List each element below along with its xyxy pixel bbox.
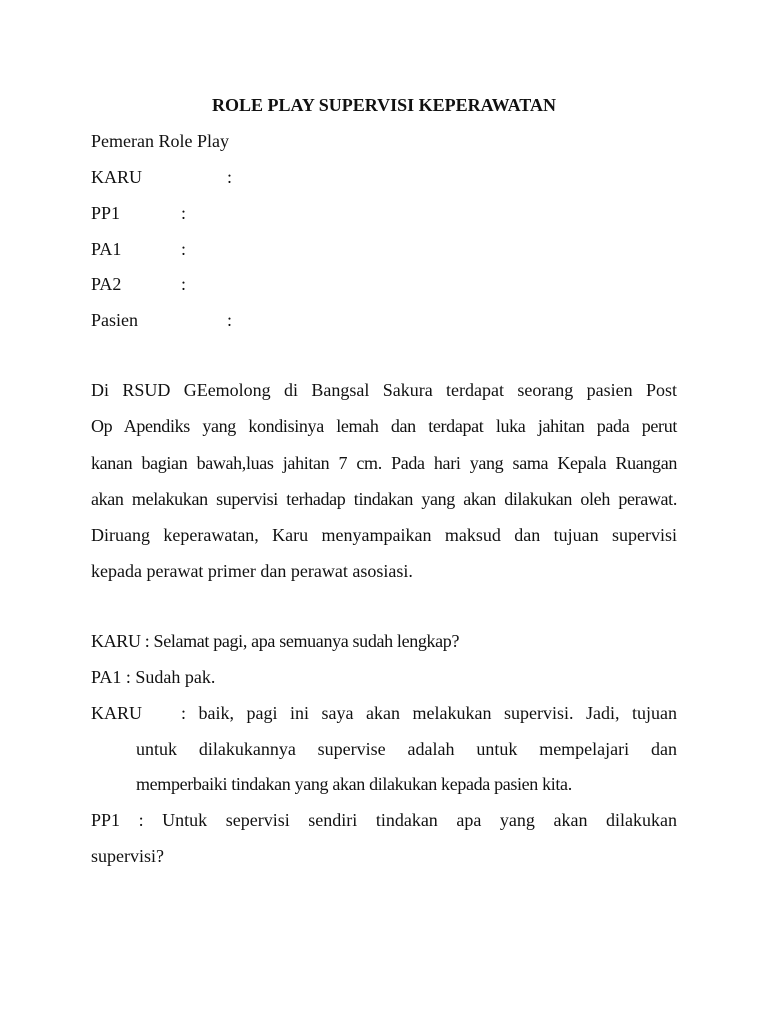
dialogue-continuation: untuk dilakukannya supervise adalah untuk mempelajari dan	[136, 739, 677, 759]
cast-role: PA2	[91, 274, 122, 294]
cast-colon: :	[227, 167, 233, 187]
narrative-line: Diruang keperawatan, Karu menyampaikan maksud dan tujuan supervisi	[91, 525, 677, 545]
narrative-line: Di RSUD GEemolong di Bangsal Sakura terdapat seorang pasien Post	[91, 380, 677, 400]
cast-colon: :	[181, 274, 187, 294]
dialogue-continuation: supervisi?	[91, 846, 164, 866]
dialogue-line: PP1 : Untuk sepervisi sendiri tindakan apa yang akan dilakukan	[91, 810, 677, 830]
narrative-line: Op Apendiks yang kondisinya lemah dan terdapat luka jahitan pada perut	[91, 416, 677, 436]
narrative-line: akan melakukan supervisi terhadap tindakan yang akan dilakukan oleh perawat.	[91, 489, 677, 509]
dialogue-text: : baik, pagi ini saya akan melakukan supervisi. Jadi, tujuan	[181, 703, 677, 723]
dialogue-continuation: memperbaiki tindakan yang akan dilakukan kepada pasien kita.	[136, 774, 572, 794]
dialogue-line: PA1 : Sudah pak.	[91, 667, 216, 687]
narrative-line: kanan bagian bawah,luas jahitan 7 cm. Pada hari yang sama Kepala Ruangan	[91, 453, 677, 473]
cast-role: Pasien	[91, 310, 138, 330]
document-title: ROLE PLAY SUPERVISI KEPERAWATAN	[212, 95, 556, 115]
cast-colon: :	[181, 203, 187, 223]
cast-colon: :	[181, 239, 187, 259]
cast-role: KARU	[91, 167, 143, 187]
dialogue-line	[91, 702, 677, 724]
cast-role: PP1	[91, 203, 121, 223]
cast-colon: :	[227, 310, 233, 330]
cast-role: PA1	[91, 239, 122, 259]
narrative-line: kepada perawat primer dan perawat asosiasi.	[91, 561, 413, 581]
speaker-label: KARU	[91, 703, 143, 723]
cast-heading: Pemeran Role Play	[91, 131, 229, 151]
dialogue-line: KARU : Selamat pagi, apa semuanya sudah lengkap?	[91, 631, 460, 651]
